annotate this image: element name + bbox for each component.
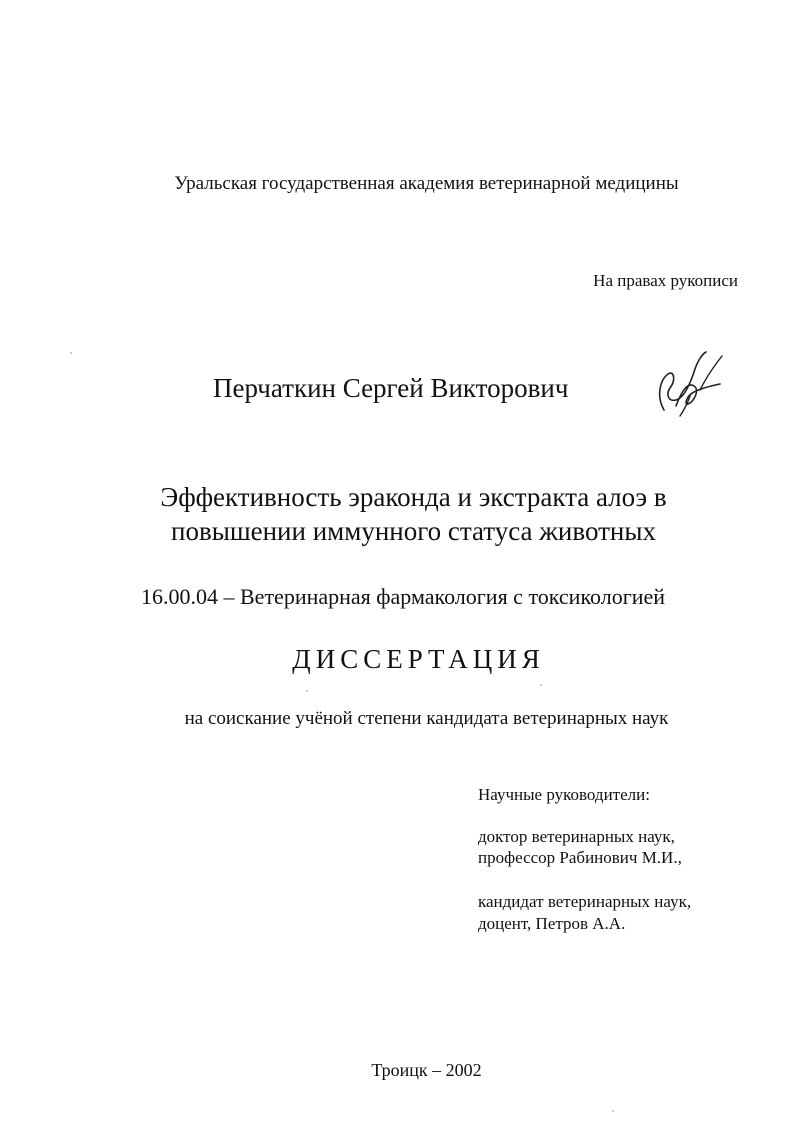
manuscript-note: На правах рукописи bbox=[593, 271, 738, 290]
degree-statement: на соискание учёной степени кандидата ветеринарных наук bbox=[184, 708, 669, 729]
handwritten-signature bbox=[650, 350, 730, 418]
specialty-code: 16.00.04 – Ветеринарная фармакология с токсикологией bbox=[141, 584, 666, 609]
advisor-2-name: доцент, Петров А.А. bbox=[478, 914, 626, 933]
scan-speck bbox=[70, 352, 72, 354]
dissertation-title-line-1: Эффективность эраконда и экстракта алоэ в bbox=[160, 482, 667, 512]
document-type-heading: ДИССЕРТАЦИЯ bbox=[292, 644, 545, 674]
institution-name: Уральская государственная академия ветеринарной медицины bbox=[174, 173, 679, 194]
scan-speck bbox=[540, 684, 542, 686]
advisor-2-degree: кандидат ветеринарных наук, bbox=[478, 892, 692, 911]
advisors-label: Научные руководители: bbox=[478, 785, 650, 804]
advisor-1-name: профессор Рабинович М.И., bbox=[478, 848, 682, 867]
scan-speck bbox=[612, 1110, 614, 1112]
scan-speck bbox=[306, 690, 308, 692]
dissertation-title-line-2: повышении иммунного статуса животных bbox=[171, 516, 656, 546]
author-name: Перчаткин Сергей Викторович bbox=[213, 373, 569, 403]
place-and-year: Троицк – 2002 bbox=[371, 1060, 482, 1080]
advisor-1-degree: доктор ветеринарных наук, bbox=[478, 827, 675, 846]
